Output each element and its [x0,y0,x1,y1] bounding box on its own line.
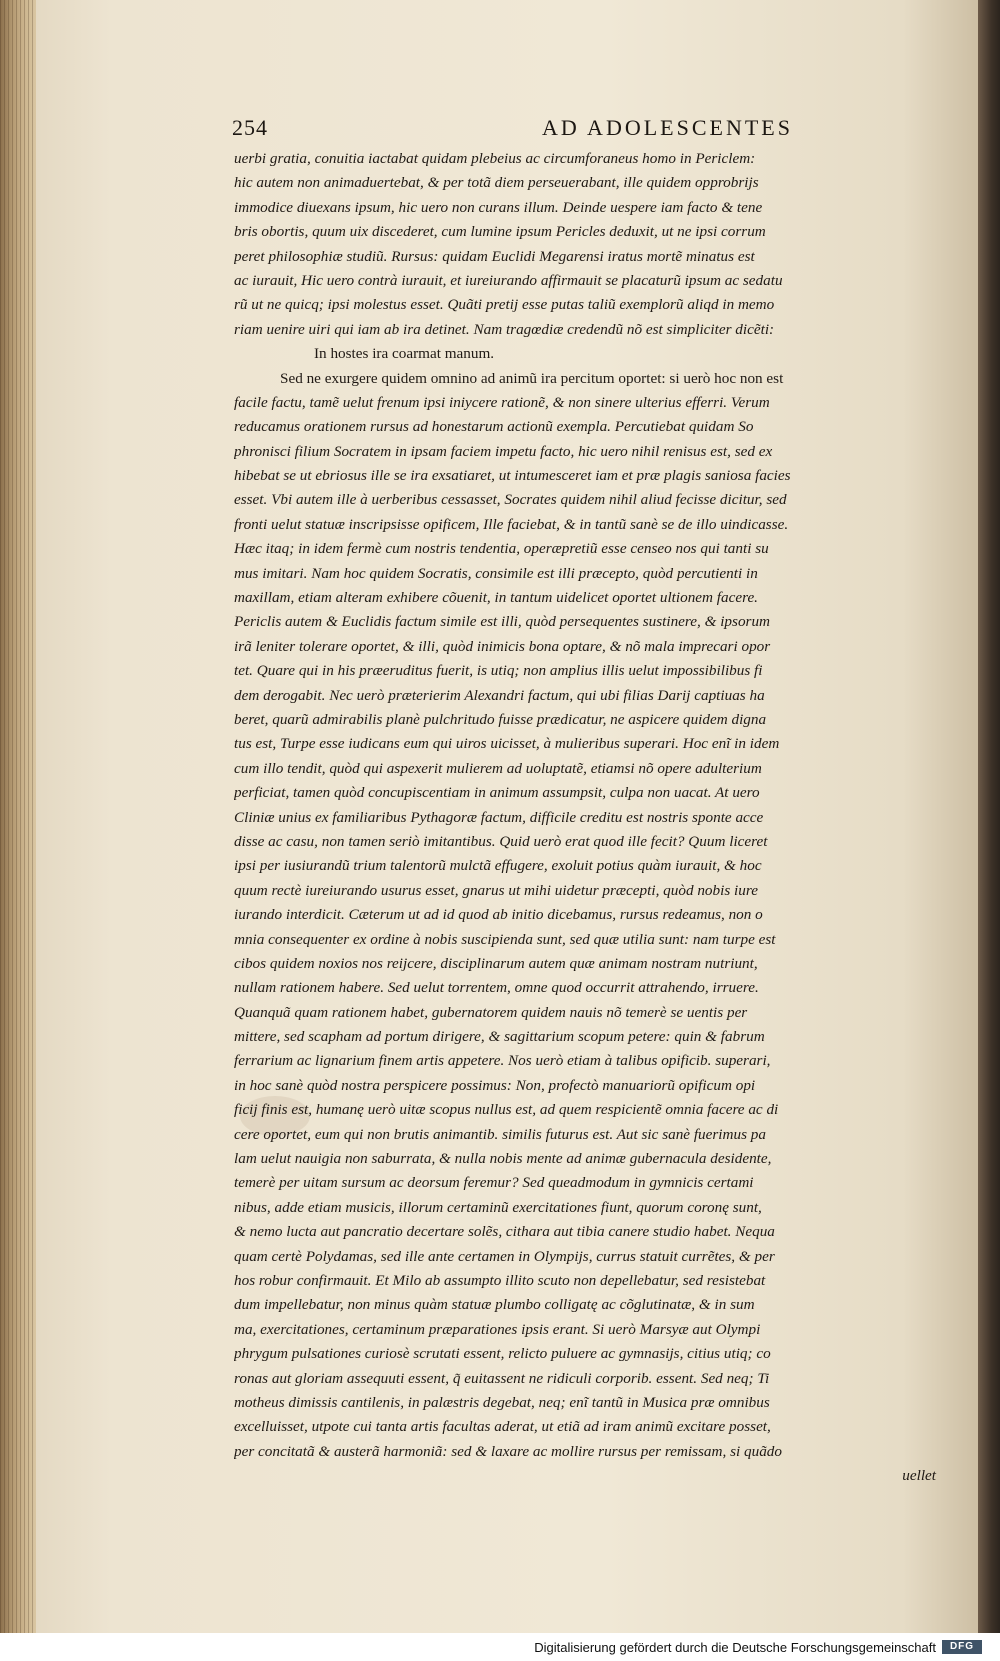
text-line: temerè per uitam sursum ac deorsum feremur? Sed queadmodum in gymnicis certami [234,1174,754,1192]
text-line: Cliniæ unius ex familiaribus Pythagoræ factum, difficile creditu est nostris sponte acce [234,808,764,826]
text-line: reducamus orationem rursus ad honestarum actionũ exempla. Percutiebat quidam So [234,418,754,436]
text-line: ronas aut gloriam assequuti essent, q̃ euitassent ne ridiculi corporib. essent. Sed neq; Ti [234,1369,770,1387]
text-line: in hoc sanè quòd nostra perspicere possimus: Non, profectò manuariorũ opificum opi [234,1076,756,1094]
text-line: excelluisset, utpote cui tanta artis facultas aderat, ut etiã ad iram animũ excitare posset, [234,1418,771,1436]
dfg-logo: DFG [942,1640,982,1654]
text-line: uerbi gratia, conuitia iactabat quidam plebeius ac circumforaneus homo in Periclem: [234,150,756,167]
text-line: hos robur confirmauit. Et Milo ab assumpto illito scuto non depellebatur, sed resistebat [234,1271,766,1289]
text-line: disse ac casu, non tamen seriò imitantibus. Quid uerò erat quod ille fecit? Quum liceret [234,832,768,850]
text-line: perficiat, tamen quòd concupiscentiam in animum assumpsit, culpa non uacat. At uero [234,784,760,802]
text-line: nullam rationem habere. Sed uelut torrentem, omne quod occurrit attrahendo, irruere. [234,979,759,997]
text-line: hic autem non animaduertebat, & per totã diem perseuerabant, ille quidem opprobrijs [234,174,759,192]
text-line: per concitatã & austerã harmoniã: sed & laxare ac mollire rursus per remissam, si quãdo [234,1442,782,1460]
text-line: ferrarium ac lignarium finem artis appetere. Nos uerò etiam à talibus opificib. superari, [234,1052,771,1070]
text-line: & nemo lucta aut pancratio decertare solẽs, cithara aut tibia canere studio habet. Nequa [234,1223,775,1241]
text-line: dum impellebatur, non minus quàm statuæ plumbo colligatę ac cõglutinatæ, & in sum [234,1296,755,1314]
text-line: nibus, adde etiam musicis, illorum certaminũ exercitationes fiunt, quorum coronę sunt, [234,1198,762,1216]
page-number: 254 [232,115,268,140]
text-line: peret philosophiæ studiũ. Rursus: quidam Euclidi Megarensi iratus mortẽ minatus est [234,247,755,265]
footer-bar [0,1633,1000,1661]
footer-credit: Digitalisierung gefördert durch die Deutsche Forschungsgemeinschaft [534,1640,936,1655]
text-line: quum rectè iureiurando usurus esset, gnarus ut mihi uidetur præcepti, quòd nobis iure [234,881,758,899]
text-line: ficij finis est, humanę uerò uitæ scopus nullus est, ad quem respicientẽ omnia facere ac di [234,1101,779,1119]
book-binding [978,0,1000,1661]
text-line: phrygum pulsationes curiosè scrutati essent, relicto puluere ac gymnasijs, citius utiq; co [234,1345,771,1363]
body-text [234,147,952,1488]
text-line: irã leniter tolerare oportet, & illi, quòd inimicis bona optare, & nõ mala imprecari opor [234,637,771,655]
page-header [232,116,932,140]
text-line: rũ ut ne quicq; ipsi molestus esset. Quãti pretij esse putas taliũ exemplorũ aliqd in memo [234,296,775,314]
text-line: facile factu, tamẽ uelut frenum ipsi iniycere rationẽ, & non sinere ulterius efferri. Verum [234,393,770,411]
text-line: tet. Quare qui in his præeruditus fuerit, is utiq; non amplius illis uelut impossibilibus fi [234,662,763,680]
text-line: quam certè Polydamas, sed ille ante certamen in Olympijs, currus statuit currẽtes, & per [234,1247,775,1265]
text-line: dem derogabit. Nec uerò præterierim Alexandri factum, qui ubi filias Darij captiuas ha [234,686,765,704]
text-line: beret, quarũ admirabilis planè pulchritudo fuisse prædicatur, ne aspicere quidem digna [234,710,767,728]
text-line: bris obortis, quum uix discederet, cum lumine ipsum Pericles deduxit, ut ne ipsi corrum [234,223,766,241]
text-line: lam uelut nauigia non saburrata, & nulla nobis mente ad animæ gubernacula desidente, [234,1150,772,1168]
book-edge [0,0,36,1661]
text-line: Quanquã quam rationem habet, gubernatorem quidem nauis nõ temerè se uentis per [234,1003,748,1021]
text-line: esset. Vbi autem ille à uerberibus cessasset, Socrates quidem nihil aliud fecisse dicitur, sed [234,491,787,509]
text-line: mittere, sed scapham ad portum dirigere, & sagittarium scopum petere: quin & fabrum [234,1028,765,1046]
text-line: uellet [902,1467,936,1485]
text-line: immodice diuexans ipsum, hic uero non curans illum. Deinde uespere iam facto & tene [234,198,763,216]
text-line: Periclis autem & Euclidis factum simile est illi, quòd persequentes sustinere, & ipsorum [234,613,771,631]
running-head: AD ADOLESCENTES [542,115,793,140]
text-line: ma, exercitationes, certaminum præparationes ipsis erant. Si uerò Marsyæ aut Olympi [234,1320,761,1338]
text-line: maxillam, etiam alteram exhibere cõuenit, in tantum uidelicet oportet ultionem facere. [234,589,758,607]
text-line: riam uenire uiri qui iam ab ira detinet. Nam tragœdiæ credendũ nõ est simpliciter dicẽti: [234,320,775,338]
text-line: tus est, Turpe esse iudicans eum qui uiros uicisset, à mulieribus superari. Hoc enĩ in idem [234,735,780,753]
text-line: phronisci filium Socratem in ipsam faciem impetu facto, hic uero nihil renisus est, sed ex [234,442,773,460]
text-line: cum illo tendit, quòd qui aspexerit mulierem ad uoluptatẽ, etiamsi nõ opere adulterium [234,759,762,777]
text-line: ipsi per iusiurandũ trium talentorũ mulctã effugere, exoluit potius quàm iurauit, & hoc [234,857,762,875]
text-line: motheus dimissis cantilenis, in palæstris degebat, neq; enĩ tantũ in Musica præ omnibus [234,1393,770,1411]
text-line: Sed ne exurgere quidem omnino ad animũ ira percitum oportet: si uerò hoc non est [280,369,784,387]
text-line: mus imitari. Nam hoc quidem Socratis, consimile est illi præcepto, quòd percutienti in [234,564,758,582]
text-line: iurando interdicit. Cæterum ut ad id quod ab initio dicebamus, rursus redeamus, non o [234,906,763,924]
text-line: Hæc itaq; in idem fermè cum nostris tendentia, operæpretiũ esse censeo nos qui tanti su [234,540,769,558]
text-line: hibebat se ut ebriosus ille se ira exsatiaret, ut intumesceret iam et præ plagis saniosa facies [234,467,791,485]
text-line: cibos quidem noxios nos reijcere, disciplinarum autem quæ animam nostram nutriunt, [234,954,758,972]
text-line: fronti uelut statuæ inscripsisse opificem, Ille faciebat, & in tantũ sanè se de illo uindicasse. [234,515,789,533]
text-line: ac iurauit, Hic uero contrà iurauit, et iureiurando affirmauit se placaturũ ipsum ac sedatu [234,271,783,289]
text-line: mnia consequenter ex ordine à nobis suscipienda sunt, sed quæ utilia sunt: nam turpe est [234,930,776,948]
text-line: cere oportet, eum qui non brutis animantib. similis futurus est. Aut sic sanè fuerimus pa [234,1125,766,1143]
text-line: In hostes ira coarmat manum. [314,345,495,363]
